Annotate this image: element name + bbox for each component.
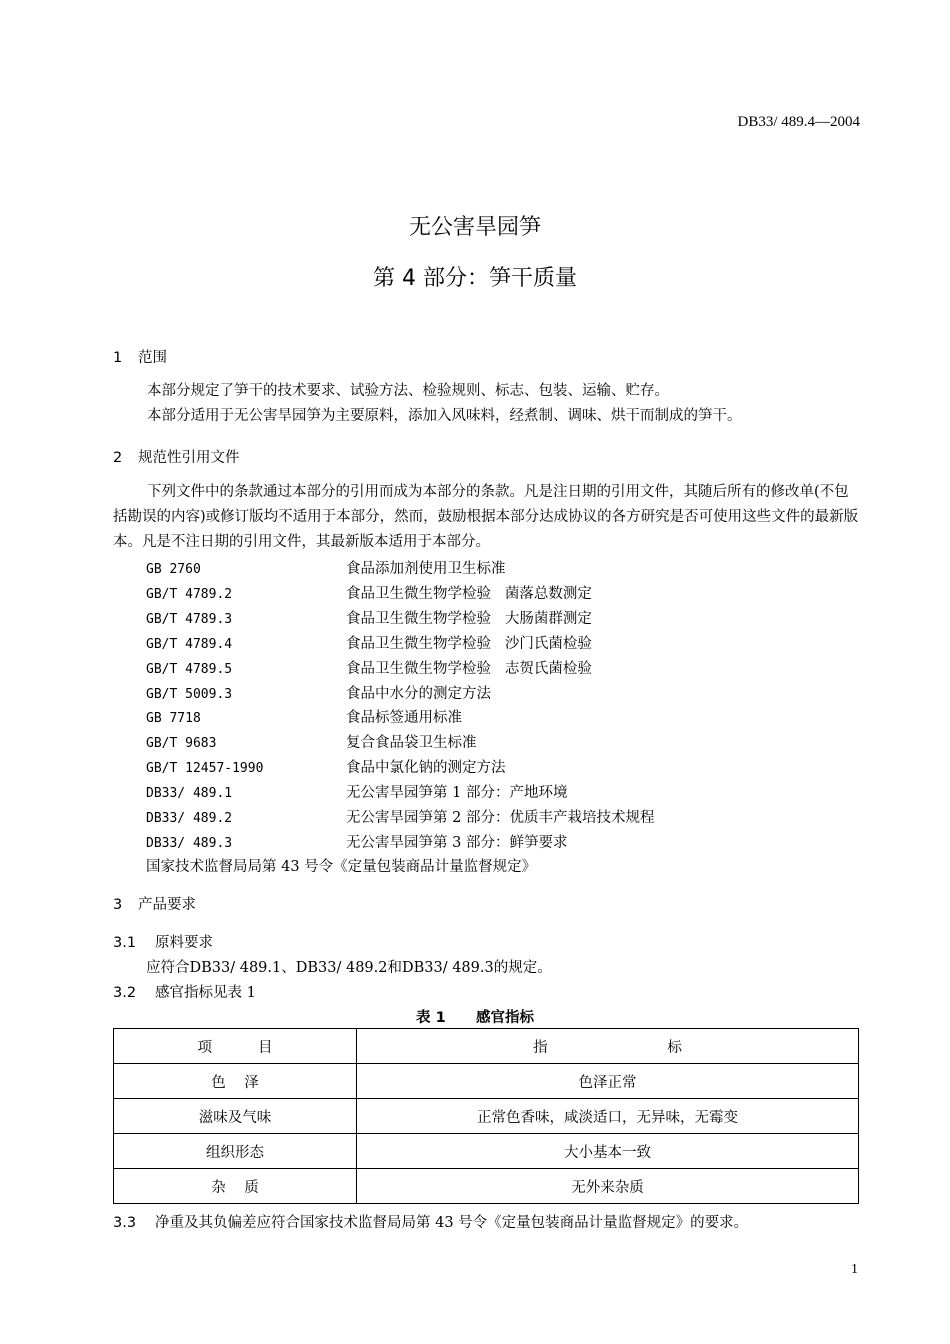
reference-name: 无公害旱园笋第 2 部分：优质丰产栽培技术规程 [346,810,655,826]
reference-name: 食品标签通用标准 [346,710,462,727]
reference-item [146,831,567,852]
table-row [114,1099,859,1134]
section-title: 产品要求 [138,897,196,913]
reference-code: GB 2760 [146,562,201,577]
reference-code: DB33/ 489.1 [146,786,233,802]
document-title: 无公害旱园笋 [408,215,541,240]
reference-name: 食品卫生微生物学检验 志贺氏菌检验 [346,660,592,677]
table-cell-item: 滋味及气味 [114,1099,357,1134]
table-header-index: 指 标 [357,1029,859,1064]
table-cell-value: 大小基本一致 [357,1134,859,1169]
subsection-3-2 [113,981,256,1002]
subsection-title: 感官指标见表 1 [155,985,256,1001]
page-number: 1 [851,1262,858,1277]
subsection-title: 原料要求 [155,935,213,951]
section-1-paragraph-1: 本部分规定了笋干的技术要求、试验方法、检验规则、标志、包装、运输、贮存。 [147,383,669,399]
section-number: 1 [113,350,123,366]
reference-item [146,781,567,802]
reference-code: DB33/ 489.3 [146,835,233,851]
reference-code: GB/T 12457-1990 [146,761,264,777]
table-cell-value: 色泽正常 [357,1064,859,1099]
document-code: DB33/ 489.4—2004 [737,114,860,130]
section-number: 3 [113,897,123,913]
section-2-intro: 下列文件中的条款通过本部分的引用而成为本部分的条款。凡是注日期的引用文件，其随后所有的修改单(不包括勘误的内容)或修订版均不适用于本部分，然而，鼓励根据本部分达成协议的各方研究是否可使用这些文件的最新版本。凡是不注日期的引用文件，其最新版本适用于本部分。 [113,484,859,550]
section-number: 2 [113,450,123,466]
reference-code: GB/T 4789.3 [146,611,233,627]
table-row [114,1134,859,1169]
reference-item [146,582,592,603]
reference-code: GB/T 4789.2 [146,586,233,602]
table-row [114,1064,859,1099]
reference-item [146,806,654,827]
section-2-heading [113,446,240,467]
reference-item [146,706,462,727]
reference-name: 无公害旱园笋第 3 部分：鲜笋要求 [346,834,568,851]
reference-code: GB/T 4789.4 [146,636,233,652]
subsection-number: 3.3 [113,1215,137,1231]
reference-name: 无公害旱园笋第 1 部分：产地环境 [346,785,568,802]
reference-name: 食品卫生微生物学检验 大肠菌群测定 [346,610,592,627]
reference-code: GB/T 5009.3 [146,686,233,702]
reference-code: GB 7718 [146,711,201,727]
reference-code: GB/T 4789.5 [146,661,233,677]
subsection-number: 3.1 [113,935,137,951]
reference-name: 复合食品袋卫生标准 [346,735,477,752]
table-cell-value: 无外来杂质 [357,1169,859,1204]
reference-name: 食品卫生微生物学检验 菌落总数测定 [346,585,592,602]
reference-item [146,657,592,678]
table-header-row [114,1029,859,1064]
table-cell-value: 正常色香味，咸淡适口，无异味，无霉变 [357,1099,859,1134]
reference-last: 国家技术监督局局第 43 号令《定量包装商品计量监督规定》 [146,859,537,875]
section-3-heading [113,893,196,914]
section-1-heading [113,346,167,367]
table-cell-item: 杂 质 [114,1169,357,1204]
table-cell-item: 组织形态 [114,1134,357,1169]
sensory-table [113,1028,859,1204]
table-1-caption: 表 1 感官指标 [416,1010,534,1026]
subsection-3-3 [113,1211,748,1232]
reference-name: 食品中氯化钠的测定方法 [346,760,506,777]
reference-item [146,632,592,653]
table-header-item: 项 目 [114,1029,357,1064]
reference-code: DB33/ 489.2 [146,811,233,826]
subsection-3-1-text: 应符合DB33/ 489.1、DB33/ 489.2和DB33/ 489.3的规定。 [146,960,552,976]
reference-name: 食品添加剂使用卫生标准 [346,561,506,577]
reference-item [146,756,506,777]
subsection-3-1 [113,931,213,952]
table-cell-item: 色 泽 [114,1064,357,1099]
document-subtitle: 第 4 部分：笋干质量 [373,266,577,291]
subsection-text: 净重及其负偏差应符合国家技术监督局局第 43 号令《定量包装商品计量监督规定》的要求。 [155,1215,749,1231]
table-row [114,1169,859,1204]
section-title: 范围 [138,350,167,366]
reference-item [146,682,491,703]
section-1-paragraph-2: 本部分适用于无公害旱园笋为主要原料，添加入风味料，经煮制、调味、烘干而制成的笋干。 [147,408,742,424]
reference-item [146,557,506,578]
reference-item [146,607,592,628]
reference-item [146,731,477,752]
reference-code: GB/T 9683 [146,736,217,752]
section-title: 规范性引用文件 [138,450,240,466]
subsection-number: 3.2 [113,985,137,1001]
reference-name: 食品中水分的测定方法 [346,685,491,702]
reference-name: 食品卫生微生物学检验 沙门氏菌检验 [346,635,592,652]
